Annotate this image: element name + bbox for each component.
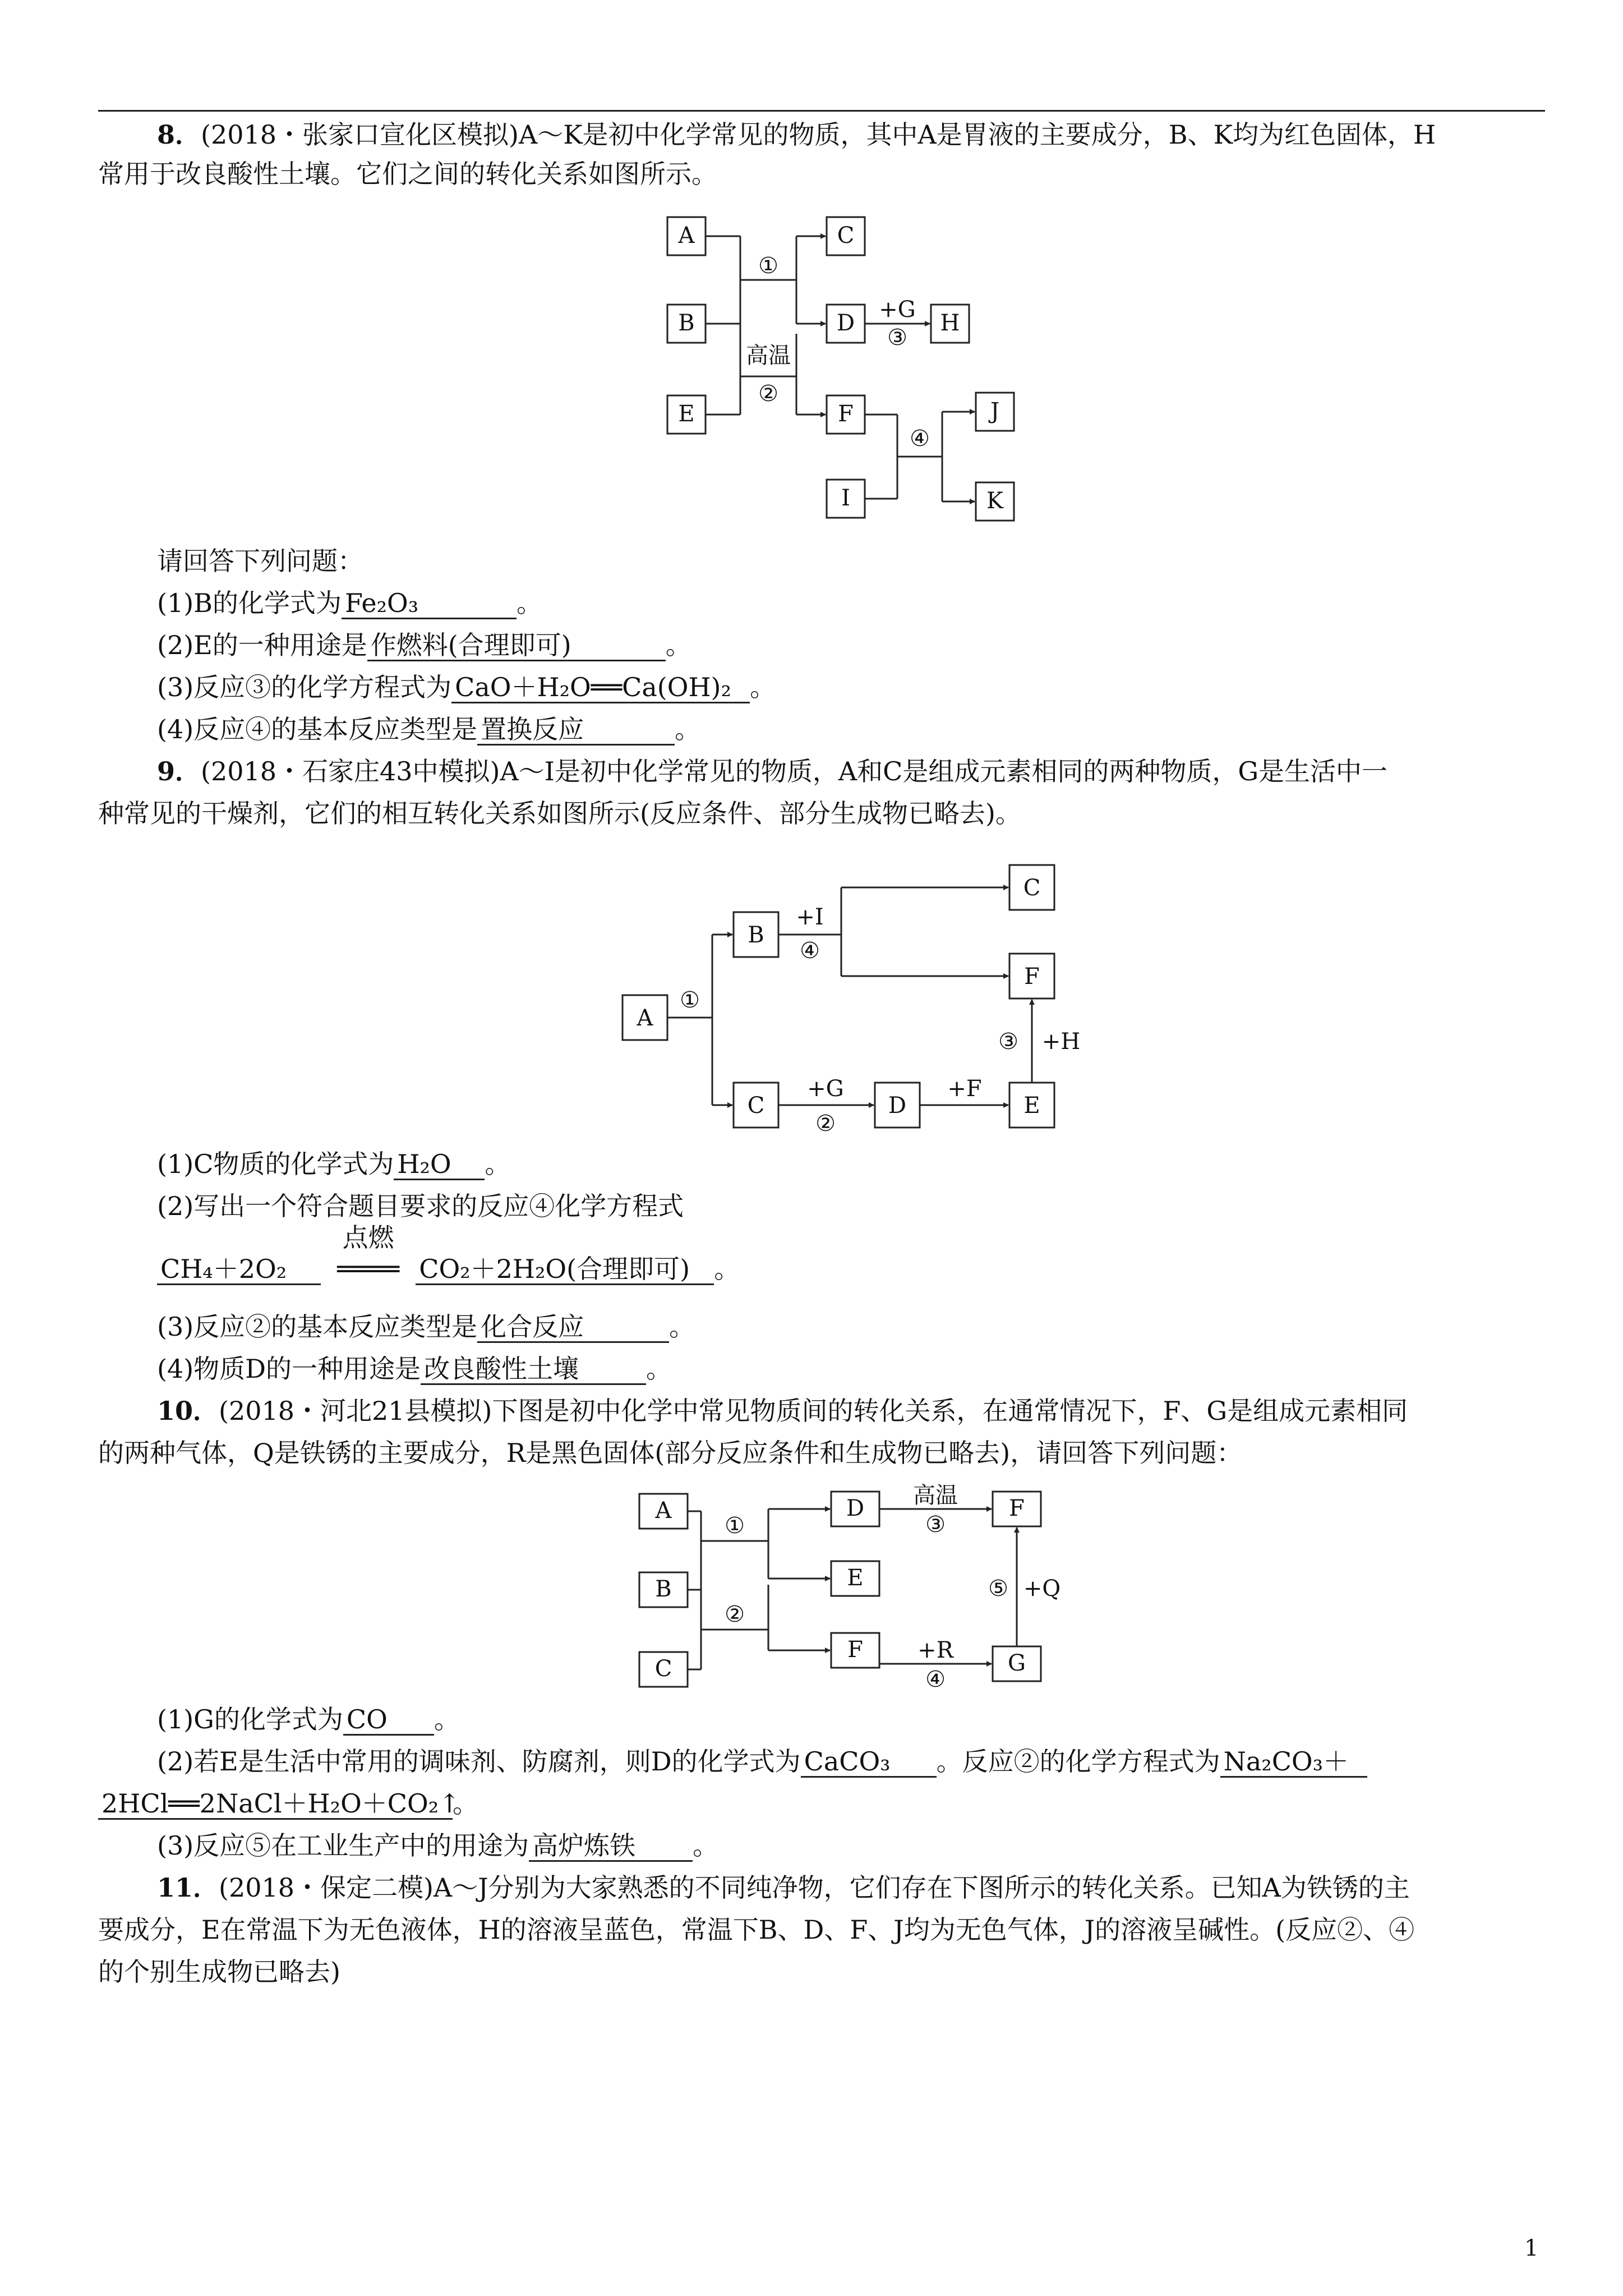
q8-sub1: (1)B的化学式为 Fe₂O₃ 。 [157,588,542,618]
q8-answer4: 置换反应 [477,715,675,746]
q9-answer4: 改良酸性土壤 [421,1354,646,1385]
svg-text:+R: +R [917,1637,953,1663]
svg-text:F: F [1009,1496,1025,1521]
q9-answer3: 化合反应 [477,1312,669,1343]
svg-text:④: ④ [925,1667,946,1692]
svg-text:J: J [990,398,1000,424]
q8-answer1: Fe₂O₃ [342,588,517,619]
svg-text:+F: +F [947,1076,982,1102]
q8-sub4: (4)反应④的基本反应类型是 置换反应 。 [157,714,701,744]
svg-text:H: H [940,310,960,336]
svg-text:③: ③ [925,1512,946,1538]
svg-text:③: ③ [887,325,907,351]
svg-text:E: E [1023,1093,1040,1119]
q10-stem2: 的两种气体，Q是铁锈的主要成分，R是黑色固体(部分反应条件和生成物已略去)，请回答下列问题： [98,1438,1243,1468]
svg-text:D: D [888,1093,907,1119]
q11-stem3: 的个别生成物已略去) [98,1957,340,1987]
svg-text:①: ① [758,253,778,279]
svg-text:A: A [655,1498,672,1524]
svg-text:②: ② [725,1602,745,1627]
svg-text:高温: 高温 [746,343,791,369]
svg-text:E: E [678,401,695,427]
q9-stem-line1: 9．(2018・石家庄43中模拟)A～I是初中化学常见的物质，A和C是组成元素相同的两种物质，G是生活中一 [157,756,1388,786]
svg-text:K: K [986,488,1003,514]
q9-sub2: (2)写出一个符合题目要求的反应④化学方程式 [157,1191,684,1221]
svg-text:④: ④ [910,426,930,452]
q8-stem2: 常用于改良酸性土壤。它们之间的转化关系如图所示。 [98,159,717,189]
svg-text:C: C [654,1656,672,1682]
svg-text:C: C [837,223,855,249]
svg-text:④: ④ [800,938,820,964]
svg-text:C: C [747,1093,765,1119]
q8-sub3: (3)反应③的化学方程式为 CaO＋H₂O══Ca(OH)₂ 。 [157,672,776,702]
q8-sub2: (2)E的一种用途是 作燃料(合理即可) 。 [157,630,691,660]
svg-text:B: B [748,922,764,948]
q8-stem-line1 [98,118,1545,151]
q11-stem2: 要成分，E在常温下为无色液体，H的溶液呈蓝色，常温下B、D、F、J均为无色气体，J的溶液呈碱性。(反应②、④ [98,1915,1415,1945]
q9-stem2: 种常见的干燥剂，它们的相互转化关系如图所示(反应条件、部分生成物已略去)。 [98,798,1021,829]
svg-text:C: C [1023,875,1041,901]
header-rule [98,110,1545,112]
svg-text:+G: +G [879,297,916,323]
svg-text:②: ② [815,1111,836,1137]
q10-sub2: (2)若E是生活中常用的调味剂、防腐剂，则D的化学式为 CaCO₃ 。反应②的化学方程式为 Na₂CO₃＋ [157,1745,1545,1778]
svg-text:③: ③ [998,1029,1018,1055]
q10-sub1: (1)G的化学式为 CO 。 [157,1704,460,1734]
svg-text:+Q: +Q [1023,1576,1061,1602]
q8-number: 8． [157,119,201,150]
svg-text:E: E [847,1565,864,1591]
svg-text:⑤: ⑤ [988,1576,1008,1602]
q10-answer3: 高炉炼铁 [529,1831,693,1862]
svg-text:I: I [841,485,850,511]
svg-text:+H: +H [1041,1029,1081,1055]
q9-condition: 点燃 [342,1222,394,1253]
q10-sub3: (3)反应⑤在工业生产中的用途为 高炉炼铁 。 [157,1830,719,1861]
svg-text:F: F [847,1637,863,1663]
svg-text:B: B [678,310,695,336]
q10-answer2: CaCO₃ [801,1747,937,1778]
page-number: 1 [1524,2235,1539,2261]
svg-text:高温: 高温 [913,1483,958,1508]
q8-answer3: CaO＋H₂O══Ca(OH)₂ [451,673,750,703]
q8-stem1: (2018・张家口宣化区模拟)A～K是初中化学常见的物质，其中A是胃液的主要成分，B、K均为红色固体，H [201,119,1436,150]
q10-sub2-cont: 2HCl══2NaCl＋H₂O＋CO₂↑。 [98,1787,1545,1820]
svg-text:+G: +G [807,1076,844,1102]
q10-answer1: CO [343,1705,434,1736]
svg-text:G: G [1008,1650,1026,1676]
q8-prompt: 请回答下列问题： [157,546,363,576]
svg-text:A: A [637,1005,653,1031]
q8-diagram [662,210,1032,530]
svg-text:①: ① [725,1513,745,1539]
q9-diagram [617,858,1110,1139]
svg-text:F: F [838,401,854,427]
q10-diagram [634,1483,1066,1692]
q9-sub2-answer: CH₄＋2O₂ 点燃 ════ CO₂＋2H₂O(合理即可) 。 [157,1252,1545,1286]
q9-sub4: (4)物质D的一种用途是 改良酸性土壤 。 [157,1354,672,1384]
q9-answer1: H₂O [394,1149,485,1180]
svg-text:D: D [846,1496,865,1521]
svg-text:D: D [836,310,855,336]
svg-text:B: B [655,1576,672,1602]
svg-text:F: F [1024,964,1040,990]
q10-stem-line1: 10．(2018・河北21县模拟)下图是初中化学中常见物质间的转化关系，在通常情况下，F、G是组成元素相同 [157,1396,1408,1426]
q9-sub1: (1)C物质的化学式为 H₂O 。 [157,1149,511,1179]
q11-stem-line1: 11．(2018・保定二模)A～J分别为大家熟悉的不同纯净物，它们存在下图所示的转化关系。已知A为铁锈的主 [157,1872,1410,1903]
svg-text:+I: +I [796,904,824,930]
svg-text:①: ① [680,987,700,1013]
q9-sub3: (3)反应②的基本反应类型是 化合反应 。 [157,1312,695,1342]
q8-answer2: 作燃料(合理即可) [367,631,666,661]
svg-text:A: A [678,223,695,249]
svg-text:②: ② [758,381,778,407]
